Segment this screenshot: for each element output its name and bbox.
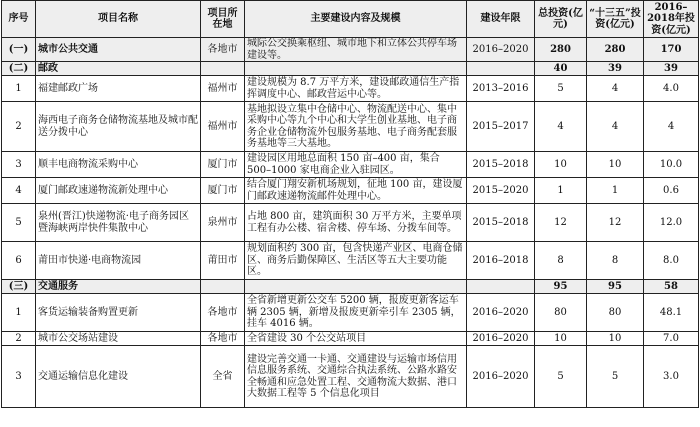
cell-years: 2016–2020	[467, 294, 535, 332]
section-row	[2, 280, 699, 294]
cell-seq: 6	[2, 242, 36, 280]
cell-plan-2016-2018: 10.0	[644, 152, 699, 178]
cell-plan-135: 39	[587, 62, 644, 76]
header-years: 建设年限	[467, 1, 535, 38]
table-row	[2, 242, 699, 280]
cell-content: 建设完善交通一卡通、交通建设与运输市场信用信息服务系统、交通综合执法系统、公路水路安全畅通和应急处置工程、交通物流大数据、港口大数据工程等 5 个信息化项目	[245, 346, 467, 408]
cell-years: 2015–2018	[467, 152, 535, 178]
header-plan-2016-2018: 2016–2018年投资(亿元)	[644, 1, 699, 38]
cell-name: 福建邮政广场	[36, 76, 201, 102]
cell-location: 各地市	[201, 294, 245, 332]
cell-location: 福州市	[201, 76, 245, 102]
cell-plan-135: 280	[587, 38, 644, 62]
cell-plan-2016-2018: 3.0	[644, 346, 699, 408]
cell-content: 基地拟设立集中仓储中心、物流配送中心、集中采购中心等九个中心和大学生创业基地、电子商务企业仓储物流外包服务基地、电子商务配套服务基地等三大基地。	[245, 102, 467, 152]
table-row	[2, 152, 699, 178]
cell-content: 建设园区用地总面积 150 亩–400 亩，集合 500–1000 家电商企业入驻园区。	[245, 152, 467, 178]
header-row	[2, 1, 699, 38]
cell-seq: 3	[2, 152, 36, 178]
cell-plan-2016-2018: 48.1	[644, 294, 699, 332]
cell-plan-135: 8	[587, 242, 644, 280]
cell-years: 2013–2016	[467, 76, 535, 102]
cell-years	[467, 62, 535, 76]
cell-seq: 1	[2, 76, 36, 102]
cell-years: 2016–2018	[467, 242, 535, 280]
cell-plan-135: 95	[587, 280, 644, 294]
cell-content: 全省新增更新公交车 5200 辆，报废更新客运车辆 2305 辆，新增及报废更新牵引车 2305 辆，挂车 4016 辆。	[245, 294, 467, 332]
cell-location: 泉州市	[201, 204, 245, 242]
cell-total: 5	[535, 76, 587, 102]
cell-plan-135: 10	[587, 152, 644, 178]
cell-plan-2016-2018: 39	[644, 62, 699, 76]
cell-plan-2016-2018: 12.0	[644, 204, 699, 242]
cell-content	[245, 280, 467, 294]
cell-location: 各地市	[201, 332, 245, 346]
cell-location: 厦门市	[201, 178, 245, 204]
cell-plan-2016-2018: 7.0	[644, 332, 699, 346]
cell-seq: (一)	[2, 38, 36, 62]
cell-total: 10	[535, 332, 587, 346]
cell-years: 2015–2017	[467, 102, 535, 152]
cell-plan-2016-2018: 8.0	[644, 242, 699, 280]
cell-plan-135: 80	[587, 294, 644, 332]
cell-plan-2016-2018: 4.0	[644, 76, 699, 102]
table-row	[2, 102, 699, 152]
cell-total: 1	[535, 178, 587, 204]
cell-plan-135: 5	[587, 346, 644, 408]
cell-plan-2016-2018: 0.6	[644, 178, 699, 204]
cell-location	[201, 62, 245, 76]
cell-name: 交通服务	[36, 280, 201, 294]
cell-seq: 3	[2, 346, 36, 408]
cell-plan-135: 12	[587, 204, 644, 242]
cell-name: 邮政	[36, 62, 201, 76]
cell-plan-135: 4	[587, 76, 644, 102]
cell-content: 全省建设 30 个公交站项目	[245, 332, 467, 346]
cell-location: 各地市	[201, 38, 245, 62]
cell-total: 40	[535, 62, 587, 76]
cell-name: 城市公交场站建设	[36, 332, 201, 346]
cell-total: 5	[535, 346, 587, 408]
header-name: 项目名称	[36, 1, 201, 38]
table-row	[2, 294, 699, 332]
cell-name: 城市公共交通	[36, 38, 201, 62]
cell-seq: 2	[2, 102, 36, 152]
cell-total: 95	[535, 280, 587, 294]
cell-name: 莆田市快递·电商物流园	[36, 242, 201, 280]
cell-location: 全省	[201, 346, 245, 408]
cell-name: 客货运输装备购置更新	[36, 294, 201, 332]
cell-plan-2016-2018: 170	[644, 38, 699, 62]
header-plan-135: “十三五”投资(亿元)	[587, 1, 644, 38]
cell-seq: 2	[2, 332, 36, 346]
header-content: 主要建设内容及规模	[245, 1, 467, 38]
table-row	[2, 204, 699, 242]
cell-content: 建设规模为 8.7 万平方米，建设邮政通信生产指挥调度中心、邮政营运中心等。	[245, 76, 467, 102]
cell-seq: (三)	[2, 280, 36, 294]
cell-total: 8	[535, 242, 587, 280]
cell-plan-135: 4	[587, 102, 644, 152]
cell-years: 2016–2020	[467, 38, 535, 62]
cell-plan-2016-2018: 58	[644, 280, 699, 294]
table-row	[2, 76, 699, 102]
investment-table	[1, 0, 699, 408]
table-row	[2, 178, 699, 204]
cell-total: 10	[535, 152, 587, 178]
cell-years: 2016–2020	[467, 332, 535, 346]
cell-plan-135: 10	[587, 332, 644, 346]
cell-total: 280	[535, 38, 587, 62]
table-row	[2, 346, 699, 408]
cell-content	[245, 62, 467, 76]
cell-content: 城际公交换乘枢纽、城市地下和立体公共停车场建设等。	[245, 38, 467, 62]
cell-name: 交通运输信息化建设	[36, 346, 201, 408]
cell-location: 福州市	[201, 102, 245, 152]
table-row	[2, 332, 699, 346]
header-location: 项目所在地	[201, 1, 245, 38]
cell-name: 顺丰电商物流采购中心	[36, 152, 201, 178]
cell-content: 规划面积约 300 亩，包含快递产业区、电商仓储区、商务后勤保障区、生活区等五大主要功能区。	[245, 242, 467, 280]
cell-content: 占地 800 亩，建筑面积 30 万平方米，主要单项工程有办公楼、宿舍楼、停车场、分拨车间等。	[245, 204, 467, 242]
cell-seq: (二)	[2, 62, 36, 76]
cell-plan-135: 1	[587, 178, 644, 204]
header-total: 总投资(亿元)	[535, 1, 587, 38]
cell-content: 结合厦门翔安新机场规划，征地 100 亩，建设厦门邮政速递物流邮件处理中心。	[245, 178, 467, 204]
cell-total: 80	[535, 294, 587, 332]
cell-total: 12	[535, 204, 587, 242]
cell-plan-2016-2018: 4	[644, 102, 699, 152]
cell-years	[467, 280, 535, 294]
cell-years: 2016–2020	[467, 346, 535, 408]
cell-years: 2015–2018	[467, 204, 535, 242]
cell-name: 厦门邮政速递物流新处理中心	[36, 178, 201, 204]
section-row	[2, 38, 699, 62]
header-seq: 序号	[2, 1, 36, 38]
cell-seq: 1	[2, 294, 36, 332]
cell-location: 莆田市	[201, 242, 245, 280]
cell-seq: 4	[2, 178, 36, 204]
section-row	[2, 62, 699, 76]
cell-seq: 5	[2, 204, 36, 242]
cell-name: 泉州(晋江)快递物流·电子商务园区暨海峡两岸快件集散中心	[36, 204, 201, 242]
cell-years: 2015–2020	[467, 178, 535, 204]
cell-location	[201, 280, 245, 294]
cell-location: 厦门市	[201, 152, 245, 178]
cell-name: 海西电子商务仓储物流基地及城市配送分拨中心	[36, 102, 201, 152]
cell-total: 4	[535, 102, 587, 152]
